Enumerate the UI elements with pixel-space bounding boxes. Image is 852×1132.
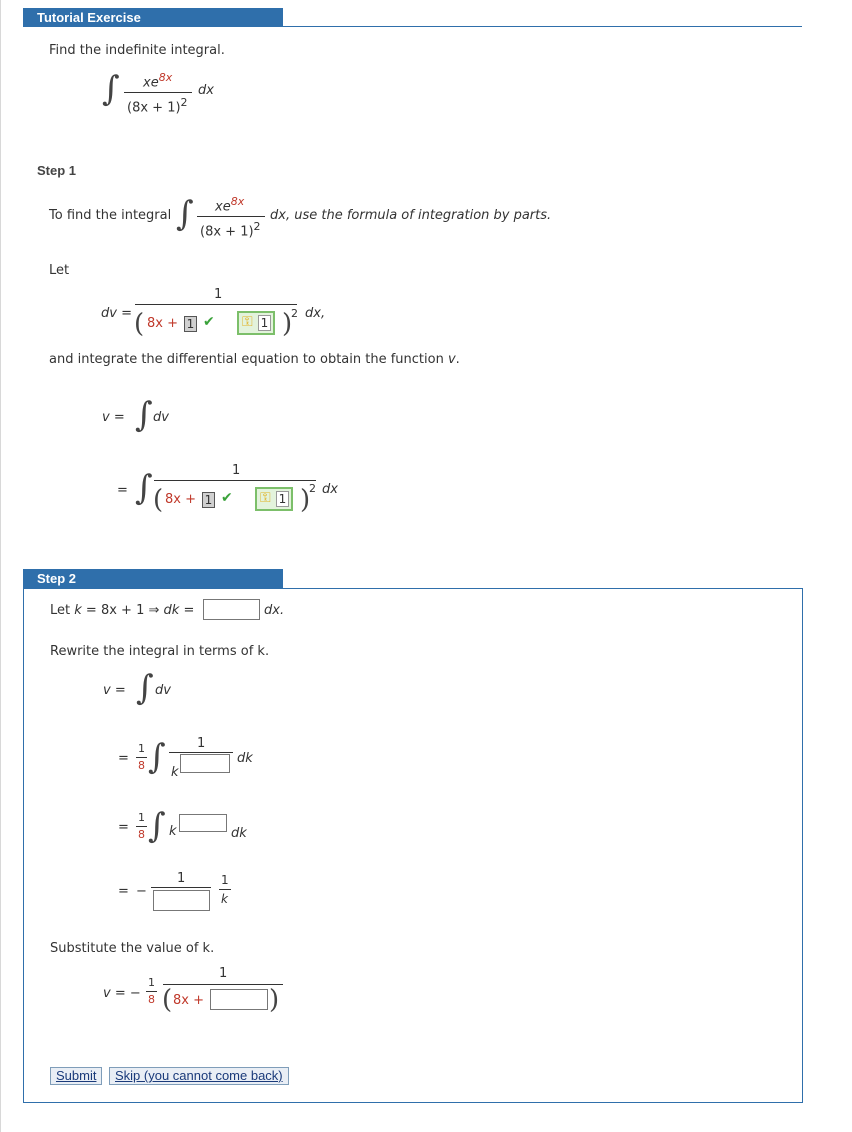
submit-button[interactable]: Submit xyxy=(50,1067,102,1085)
key-icon: ⚿ xyxy=(260,490,271,506)
dk-label: dk xyxy=(231,826,247,841)
den-base: (8x + 1) xyxy=(200,224,254,240)
integral-sign: ∫ xyxy=(148,806,166,846)
v-integral-sign: ∫ xyxy=(135,395,153,435)
key-icon: ⚿ xyxy=(242,314,253,330)
v-dv: dv xyxy=(153,410,169,425)
dv-dx-comma: dx, xyxy=(305,306,326,321)
step2-header: Step 2 xyxy=(23,569,283,588)
k-base: k xyxy=(171,765,179,780)
let-label: Let xyxy=(49,263,70,278)
let-k-text: Let k = 8x + 1 ⇒ dk = xyxy=(50,603,195,618)
answer-key-box[interactable] xyxy=(237,311,275,335)
skip-button[interactable]: Skip (you cannot come back) xyxy=(109,1067,289,1085)
check-icon: ✔ xyxy=(221,490,233,506)
dv-den-text: 8x + xyxy=(147,316,178,331)
equals-sign: = xyxy=(118,884,129,899)
rewrite-text: Rewrite the integral in terms of k. xyxy=(50,644,270,659)
v-equals-label: v = xyxy=(103,683,126,698)
step1-label: Step 1 xyxy=(37,163,77,178)
coef-num: 1 xyxy=(148,976,155,989)
den-power: 2 xyxy=(253,220,261,233)
right-paren: ) xyxy=(300,485,311,515)
equals-sign: = xyxy=(118,820,129,835)
k-frac-line xyxy=(219,889,231,890)
check-icon: ✔ xyxy=(203,314,215,330)
dk-input[interactable] xyxy=(203,599,260,620)
integral-sign: ∫ xyxy=(135,468,153,508)
den-text: 8x + xyxy=(173,993,204,1008)
dx-label: dx xyxy=(198,83,214,98)
step1-fraction-line xyxy=(197,216,265,217)
exponent: 8x xyxy=(230,195,245,208)
final-input[interactable] xyxy=(210,989,268,1010)
answer-box-1: 1 xyxy=(202,492,215,508)
exponent-input-2[interactable] xyxy=(179,814,227,832)
numerator: 1 xyxy=(197,736,206,751)
coef-line xyxy=(136,757,147,758)
tutorial-header-rule xyxy=(283,26,802,27)
answer-key-box[interactable] xyxy=(255,487,293,511)
var-x: x xyxy=(143,75,151,91)
fraction-line xyxy=(169,752,233,753)
v-dv: dv xyxy=(155,683,171,698)
den-text: 8x + xyxy=(165,492,196,507)
left-paren: ( xyxy=(134,309,145,339)
integrate-text: and integrate the differential equation to obtain the function v. xyxy=(49,352,460,367)
dv-label: dv = xyxy=(101,306,132,321)
dx-label: dx xyxy=(322,482,338,497)
var-x: x xyxy=(215,199,223,215)
fraction-line xyxy=(163,984,283,985)
denominator xyxy=(127,96,188,115)
tutorial-header: Tutorial Exercise xyxy=(23,8,283,27)
integral-sign: ∫ xyxy=(102,69,120,109)
den-power: 2 xyxy=(180,96,188,109)
var-e: e xyxy=(150,75,159,91)
step2-panel xyxy=(23,588,803,1103)
step1-numerator xyxy=(215,195,244,214)
coef-den: 8 xyxy=(148,993,155,1006)
minus-sign: − xyxy=(136,884,147,899)
step1-intro-after: dx, use the formula of integration by parts. xyxy=(270,208,552,223)
dv-numerator: 1 xyxy=(214,287,223,302)
v-equals-label: v = xyxy=(102,410,125,425)
fraction-line xyxy=(151,887,211,888)
key-answer-value: 1 xyxy=(276,491,289,507)
dv-fraction-line xyxy=(135,304,297,305)
power: 2 xyxy=(309,482,316,495)
fraction-line xyxy=(154,480,316,481)
k-frac-den: k xyxy=(221,892,228,906)
left-paren: ( xyxy=(153,485,164,515)
equals-sign: = xyxy=(118,751,129,766)
dx-period: dx. xyxy=(264,603,285,618)
key-answer-value: 1 xyxy=(258,315,271,331)
coef-den: 8 xyxy=(138,759,145,772)
coef-line xyxy=(136,826,147,827)
substitute-text: Substitute the value of k. xyxy=(50,941,215,956)
dv-power: 2 xyxy=(291,307,298,320)
coef-num: 1 xyxy=(138,811,145,824)
coef-line xyxy=(146,991,157,992)
var-e: e xyxy=(222,199,231,215)
fraction-line xyxy=(124,92,192,93)
equals-sign: = xyxy=(117,483,128,498)
coef-num: 1 xyxy=(138,742,145,755)
right-paren: ) xyxy=(269,985,280,1015)
page-left-border xyxy=(0,0,1,1132)
answer-box-1: 1 xyxy=(184,316,197,332)
numerator: 1 xyxy=(232,463,241,478)
numerator: 1 xyxy=(177,871,186,886)
dk-label: dk xyxy=(237,751,253,766)
integral-sign: ∫ xyxy=(136,668,154,708)
coef-den: 8 xyxy=(138,828,145,841)
integral-sign: ∫ xyxy=(148,737,166,777)
exponent-input-1[interactable] xyxy=(180,754,230,773)
k-frac-num: 1 xyxy=(221,873,229,887)
k-base: k xyxy=(169,824,177,839)
right-paren: ) xyxy=(282,309,293,339)
step1-denominator xyxy=(200,220,261,239)
numerator: 1 xyxy=(219,966,228,981)
den-base: (8x + 1) xyxy=(127,100,181,116)
instruction-text: Find the indefinite integral. xyxy=(49,43,225,58)
left-paren: ( xyxy=(162,985,173,1015)
exponent: 8x xyxy=(158,71,173,84)
coefficient-input[interactable] xyxy=(153,890,210,911)
numerator xyxy=(143,71,172,90)
step1-integral-sign: ∫ xyxy=(176,194,194,234)
step1-intro-before: To find the integral xyxy=(49,208,172,223)
v-equals-neg: v = − xyxy=(103,986,141,1001)
